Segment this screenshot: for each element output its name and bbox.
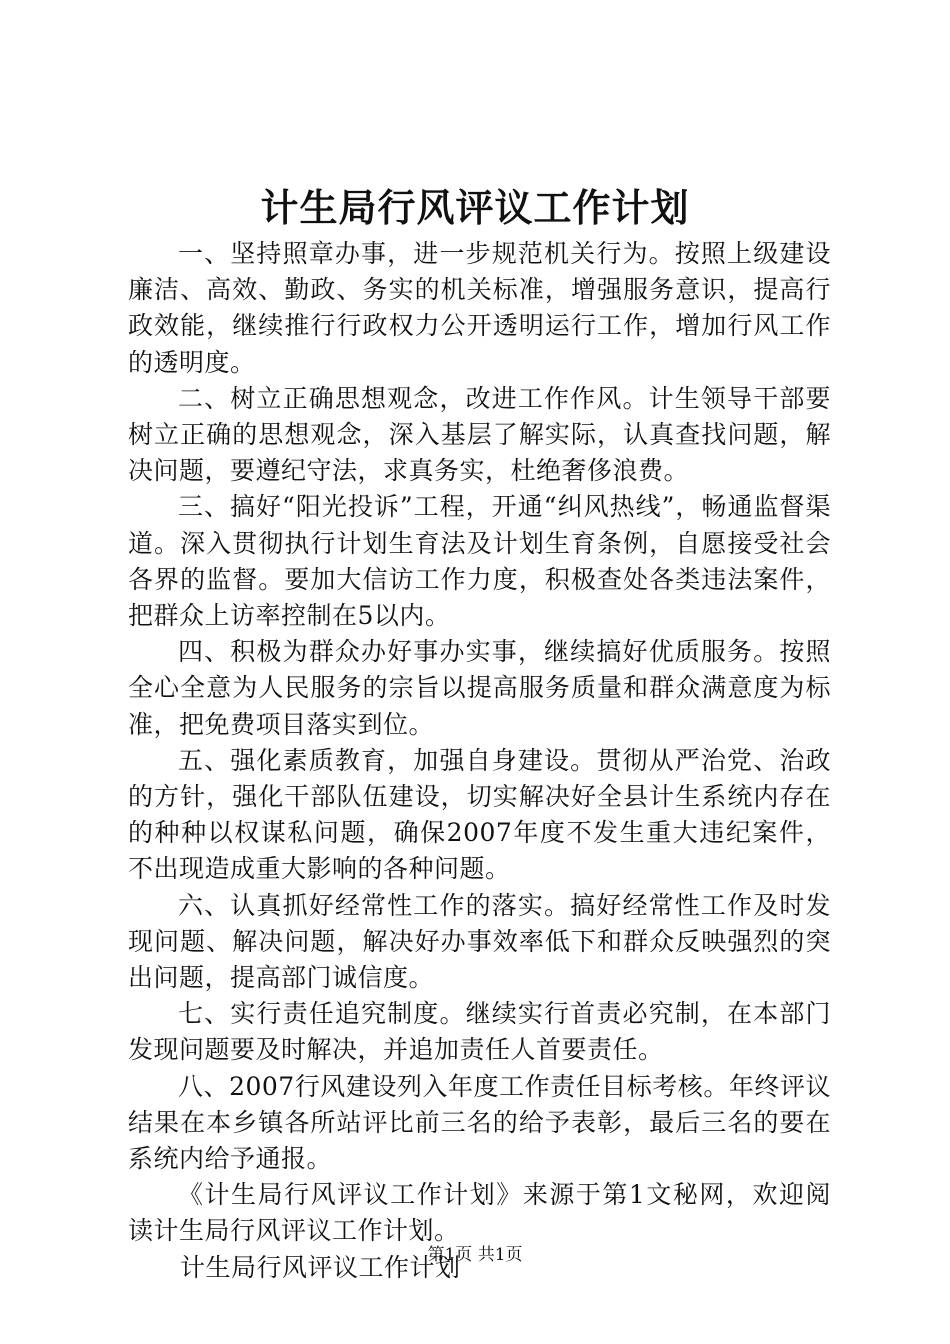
document-body	[128, 236, 831, 1286]
paragraph-3: 三、搞好“阳光投诉”工程，开通“纠风热线”，畅通监督渠道。深入贯彻执行计划生育法及计划生育条例，自愿接受社会各界的监督。要加大信访工作力度，积极查处各类违法案件，把群众上访率控制在5以内。	[128, 492, 831, 631]
paragraph-1: 一、坚持照章办事，进一步规范机关行为。按照上级建设廉洁、高效、勤政、务实的机关标准，增强服务意识，提高行政效能，继续推行行政权力公开透明运行工作，增加行风工作的透明度。	[128, 239, 831, 377]
source-note-paragraph: 《计生局行风评议工作计划》来源于第1文秘网，欢迎阅读计生局行风评议工作计划。	[128, 1180, 831, 1246]
paragraph-5: 五、强化素质教育，加强自身建设。贯彻从严治党、治政的方针，强化干部队伍建设，切实解决好全县计生系统内存在的种种以权谋私问题，确保2007年度不发生重大违纪案件，不出现造成重大影响的各种问题。	[128, 745, 831, 884]
paragraph-6: 六、认真抓好经常性工作的落实。搞好经常性工作及时发现问题、解决问题，解决好办事效率低下和群众反映强烈的突出问题，提高部门诚信度。	[128, 890, 831, 993]
document-title: 计生局行风评议工作计划	[260, 185, 690, 230]
trailing-title-line: 计生局行风评议工作计划	[180, 1252, 461, 1282]
paragraph-2: 二、树立正确思想观念，改进工作作风。计生领导干部要树立正确的思想观念，深入基层了解实际，认真查找问题，解决问题，要遵纪守法，求真务实，杜绝奢侈浪费。	[128, 383, 831, 486]
paragraph-7: 七、实行责任追究制度。继续实行首责必究制，在本部门发现问题要及时解决，并追加责任人首要责任。	[128, 999, 831, 1065]
paragraph-4: 四、积极为群众办好事办实事，继续搞好优质服务。按照全心全意为人民服务的宗旨以提高服务质量和群众满意度为标准，把免费项目落实到位。	[128, 637, 831, 739]
page-number-footer: 第1页 共1页	[427, 1245, 523, 1265]
paragraph-8: 八、2007行风建设列入年度工作责任目标考核。年终评议结果在本乡镇各所站评比前三名的给予表彰，最后三名的要在系统内给予通报。	[128, 1071, 831, 1174]
